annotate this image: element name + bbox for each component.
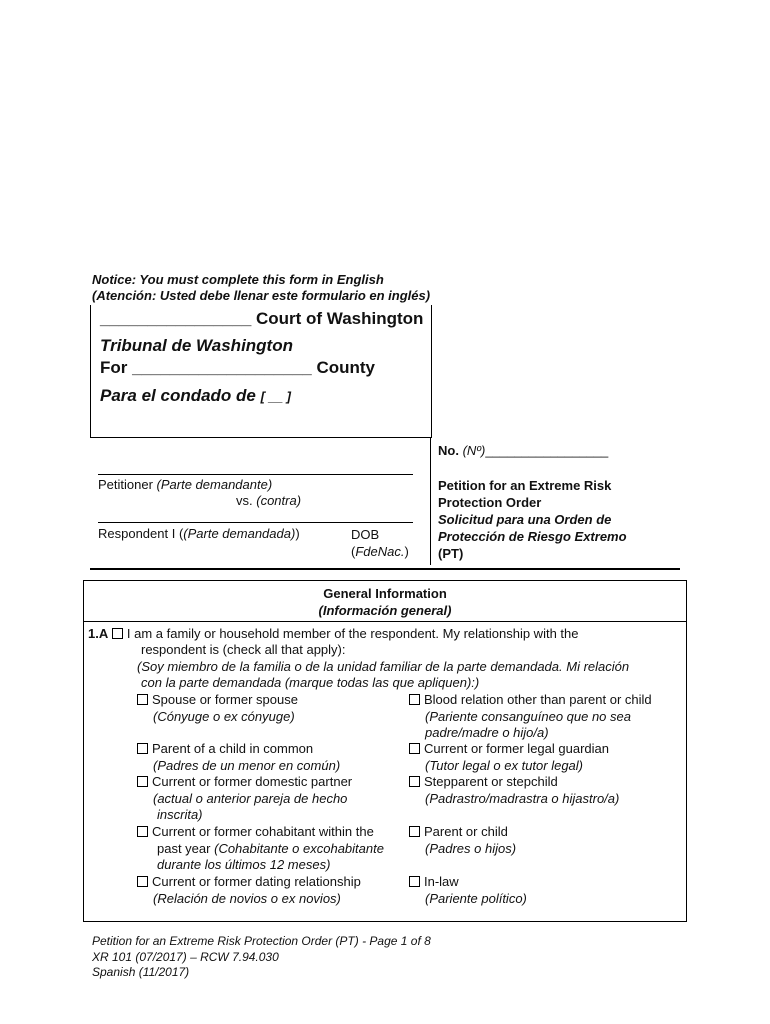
option-domestic-partner-en: Current or former domestic partner bbox=[152, 774, 353, 789]
para-condado-blank: [ __ ] bbox=[260, 389, 291, 404]
form-title-en-2: Protection Order bbox=[438, 495, 542, 510]
dob-es: FdeNac. bbox=[355, 544, 405, 559]
option-parent-common-es: (Padres de un menor en común) bbox=[153, 757, 341, 773]
notice bbox=[92, 272, 430, 304]
item-1a-label: 1.A bbox=[88, 626, 109, 641]
vs-text: vs. bbox=[236, 493, 253, 508]
form-title-es-2: Protección de Riesgo Extremo bbox=[438, 529, 627, 544]
option-cohabitant-checkbox[interactable] bbox=[137, 826, 148, 837]
option-in-law bbox=[409, 874, 527, 907]
option-domestic-partner-es-2: inscrita) bbox=[157, 807, 203, 822]
option-parent-common-checkbox[interactable] bbox=[137, 743, 148, 754]
case-no-es: (Nº) bbox=[462, 443, 486, 458]
respondent-rule bbox=[98, 522, 413, 523]
respondent-es: (Parte demandada) bbox=[183, 526, 296, 541]
option-parent-common-en: Parent of a child in common bbox=[152, 741, 314, 756]
dob-text: DOB bbox=[351, 527, 380, 542]
option-cohabitant-es-2: durante los últimos 12 meses) bbox=[157, 857, 331, 872]
general-info-title: General Information bbox=[323, 586, 447, 601]
tribunal-line: Tribunal de Washington bbox=[100, 336, 293, 355]
option-stepparent-es: (Padrastro/madrastra o hijastro/a) bbox=[425, 790, 620, 806]
option-stepparent-checkbox[interactable] bbox=[409, 776, 420, 787]
option-dating-en: Current or former dating relationship bbox=[152, 874, 361, 889]
option-parent-child-es: (Padres o hijos) bbox=[425, 840, 517, 856]
option-spouse-en: Spouse or former spouse bbox=[152, 692, 298, 707]
option-legal-guardian-checkbox[interactable] bbox=[409, 743, 420, 754]
form-title-es-1: Solicitud para una Orden de bbox=[438, 512, 612, 527]
case-number bbox=[438, 443, 608, 458]
option-cohabitant bbox=[137, 824, 384, 874]
option-blood-relation-es-2: padre/madre o hijo/a) bbox=[425, 725, 549, 740]
option-parent-common bbox=[137, 741, 340, 774]
page-footer bbox=[92, 934, 431, 981]
para-condado-text: Para el condado de bbox=[100, 386, 256, 405]
footer-form-code: XR 101 (07/2017) – RCW 7.94.030 bbox=[92, 949, 279, 964]
court-line: ________________ Court of Washington bbox=[100, 309, 424, 328]
general-info-section bbox=[83, 580, 687, 922]
form-code: (PT) bbox=[438, 546, 464, 561]
option-cohabitant-en-2: past year bbox=[157, 840, 211, 856]
dob-label bbox=[351, 526, 409, 560]
option-spouse bbox=[137, 692, 298, 725]
petitioner-label bbox=[98, 477, 272, 492]
case-no-label: No. bbox=[438, 443, 459, 458]
option-legal-guardian bbox=[409, 741, 609, 774]
caption-rule bbox=[90, 568, 680, 570]
notice-es: (Atención: Usted debe llenar este formulario en inglés) bbox=[92, 288, 431, 303]
option-dating-es: (Relación de novios o ex novios) bbox=[153, 890, 341, 906]
column-divider bbox=[430, 437, 431, 565]
option-parent-child-en: Parent or child bbox=[424, 824, 508, 839]
item-1a-text-2: respondent is (check all that apply): bbox=[141, 642, 346, 657]
option-spouse-es: (Cónyuge o ex cónyuge) bbox=[153, 708, 295, 724]
option-in-law-es: (Pariente político) bbox=[425, 890, 527, 906]
option-dating-checkbox[interactable] bbox=[137, 876, 148, 887]
form-title bbox=[438, 477, 627, 562]
item-1a-checkbox[interactable] bbox=[112, 628, 123, 639]
case-no-blank: _________________ bbox=[485, 443, 609, 458]
vs-es: (contra) bbox=[256, 493, 302, 508]
petitioner-es: (Parte demandante) bbox=[156, 477, 273, 492]
item-1a-es-2: con la parte demandada (marque todas las que apliquen):) bbox=[141, 675, 480, 690]
general-info-title-es: (Información general) bbox=[318, 603, 452, 618]
option-blood-relation bbox=[409, 692, 652, 742]
option-stepparent bbox=[409, 774, 619, 807]
option-in-law-checkbox[interactable] bbox=[409, 876, 420, 887]
petitioner-rule bbox=[98, 474, 413, 475]
option-in-law-en: In-law bbox=[424, 874, 459, 889]
option-domestic-partner-checkbox[interactable] bbox=[137, 776, 148, 787]
option-legal-guardian-es: (Tutor legal o ex tutor legal) bbox=[425, 757, 583, 773]
court-box bbox=[90, 305, 432, 438]
option-domestic-partner bbox=[137, 774, 352, 824]
item-1a-es-1: (Soy miembro de la familia o de la unidad familiar de la parte demandada. Mi relación bbox=[137, 659, 630, 674]
option-cohabitant-en: Current or former cohabitant within the bbox=[152, 824, 374, 839]
petitioner-text: Petitioner bbox=[98, 477, 153, 492]
option-cohabitant-es: (Cohabitante o excohabitante bbox=[214, 840, 384, 856]
option-blood-relation-es: (Pariente consanguíneo que no sea bbox=[425, 708, 631, 724]
form-title-en-1: Petition for an Extreme Risk bbox=[438, 478, 612, 493]
option-stepparent-en: Stepparent or stepchild bbox=[424, 774, 558, 789]
para-condado bbox=[100, 386, 291, 406]
item-1a bbox=[88, 626, 578, 643]
option-blood-relation-checkbox[interactable] bbox=[409, 694, 420, 705]
footer-title: Petition for an Extreme Risk Protection Order (PT) - Page 1 of 8 bbox=[92, 934, 431, 948]
vs-label bbox=[236, 493, 301, 508]
option-parent-child bbox=[409, 824, 516, 857]
general-info-header bbox=[84, 581, 686, 619]
option-legal-guardian-en: Current or former legal guardian bbox=[424, 741, 609, 756]
respondent-text: Respondent I bbox=[98, 526, 176, 541]
notice-en: Notice: You must complete this form in English bbox=[92, 272, 384, 287]
option-blood-relation-en: Blood relation other than parent or child bbox=[424, 692, 652, 707]
option-parent-child-checkbox[interactable] bbox=[409, 826, 420, 837]
header-separator bbox=[84, 621, 686, 622]
footer-language: Spanish (11/2017) bbox=[92, 965, 190, 979]
option-domestic-partner-es: (actual o anterior pareja de hecho bbox=[153, 790, 348, 806]
respondent-label: Respondent I ((Parte demandada)) bbox=[98, 526, 300, 541]
item-1a-text-1: I am a family or household member of the respondent. My relationship with the bbox=[126, 626, 579, 641]
option-spouse-checkbox[interactable] bbox=[137, 694, 148, 705]
dob-es-wrap: (FdeNac.) bbox=[351, 544, 409, 559]
county-line: For ___________________ County bbox=[100, 358, 376, 377]
option-dating bbox=[137, 874, 361, 907]
